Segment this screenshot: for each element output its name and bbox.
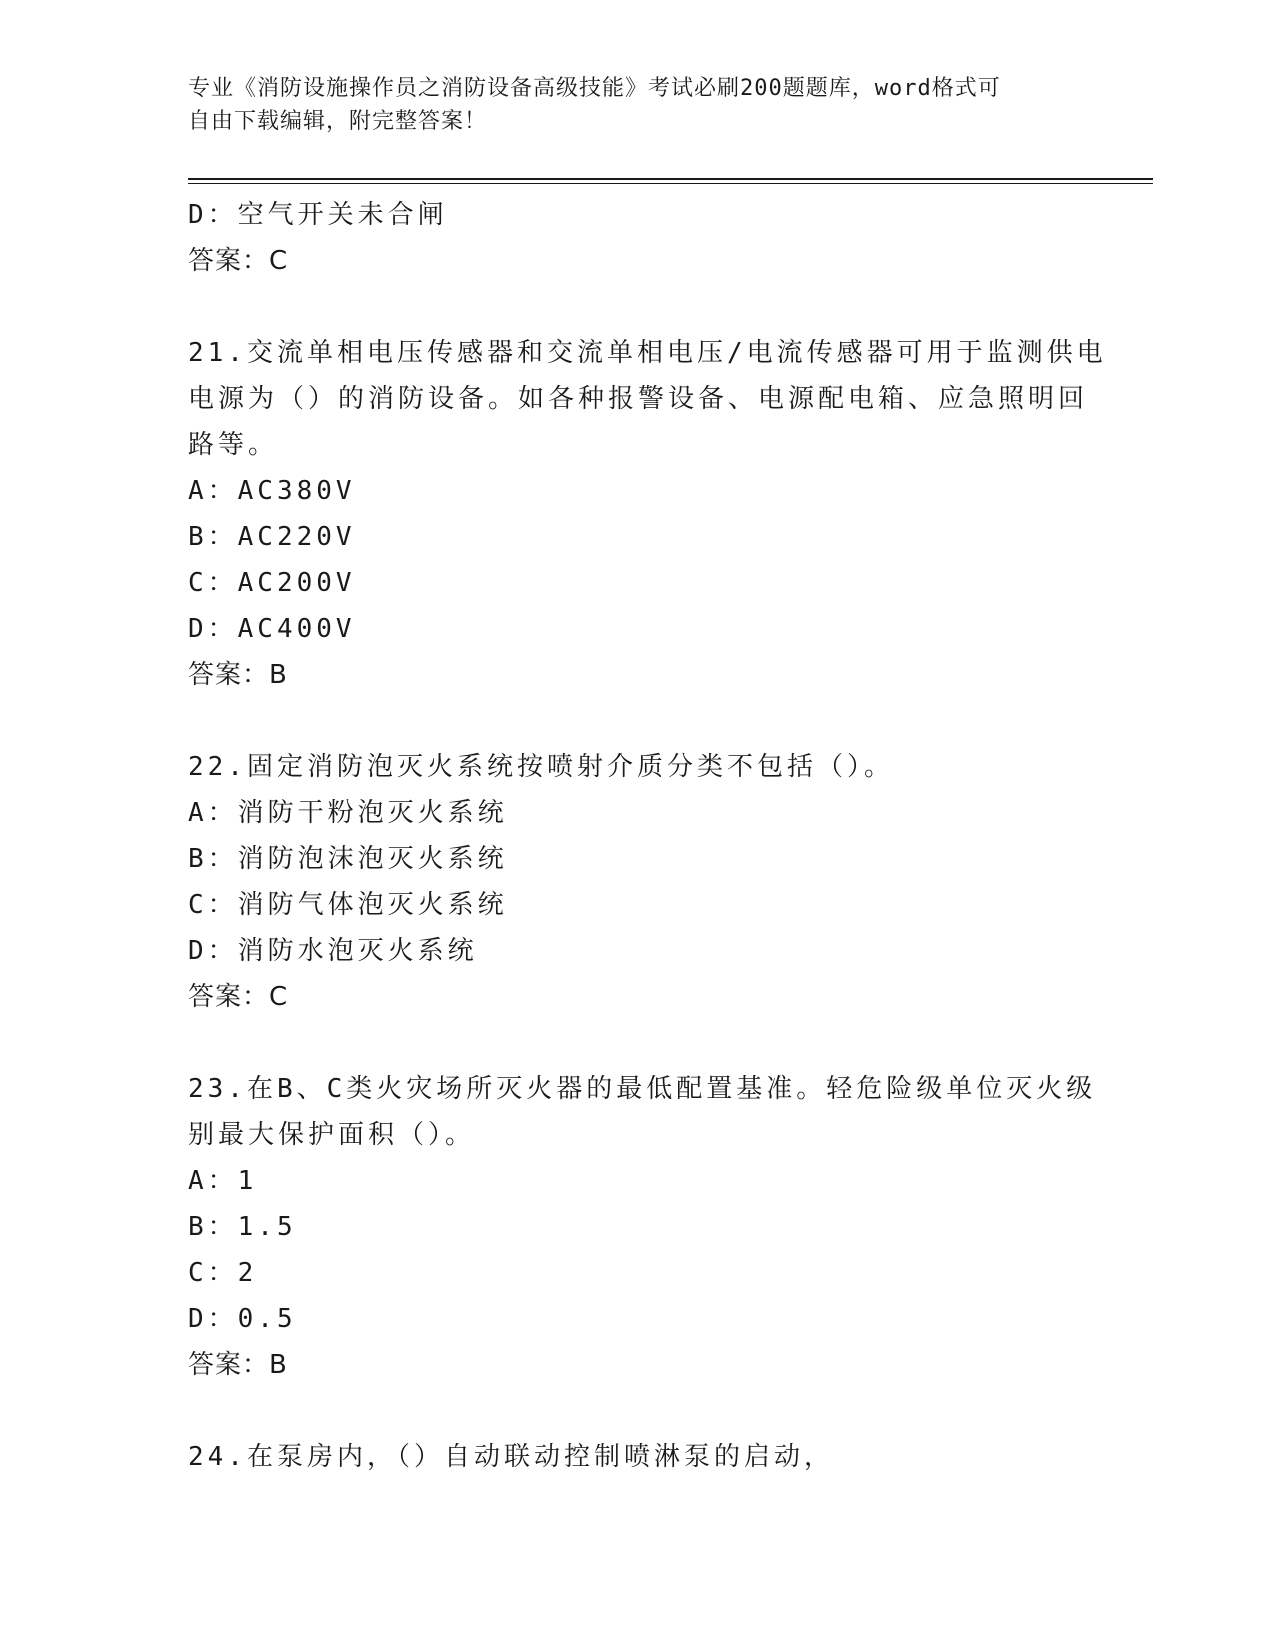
spacer bbox=[188, 1388, 1068, 1434]
prev-option-d: D：空气开关未合闸 bbox=[188, 200, 448, 230]
question-23 bbox=[188, 1066, 1097, 1388]
header-line-2: 自由下载编辑，附完整答案！ bbox=[188, 109, 488, 134]
option-d: D：消防水泡灭火系统 bbox=[188, 936, 478, 966]
option-b: B：AC220V bbox=[188, 522, 356, 552]
option-a: A：1 bbox=[188, 1166, 258, 1196]
question-22 bbox=[188, 744, 1068, 1020]
option-b: B：1.5 bbox=[188, 1212, 297, 1242]
answer: 答案：B bbox=[188, 660, 288, 690]
option-a: A：AC380V bbox=[188, 476, 356, 506]
question-stem-line: 22.固定消防泡灭火系统按喷射介质分类不包括（）。 bbox=[188, 752, 894, 782]
question-stem-line: 别最大保护面积（）。 bbox=[188, 1120, 476, 1150]
document-header bbox=[188, 72, 1068, 138]
spacer bbox=[188, 1020, 1068, 1066]
question-24 bbox=[188, 1434, 1068, 1480]
question-stem-line: 电源为（）的消防设备。如各种报警设备、电源配电箱、应急照明回 bbox=[188, 384, 1089, 414]
question-stem-line: 23.在B、C类火灾场所灭火器的最低配置基准。轻危险级单位灭火级 bbox=[188, 1074, 1097, 1104]
prev-answer: 答案：C bbox=[188, 246, 289, 276]
header-divider-thin bbox=[188, 183, 1153, 184]
option-c: C：AC200V bbox=[188, 568, 356, 598]
spacer bbox=[188, 698, 1068, 744]
question-stem-line: 路等。 bbox=[188, 430, 279, 460]
header-line-1: 专业《消防设施操作员之消防设备高级技能》考试必刷200题题库，word格式可 bbox=[188, 76, 1001, 101]
question-stem-line: 21.交流单相电压传感器和交流单相电压/电流传感器可用于监测供电 bbox=[188, 338, 1107, 368]
option-d: D：AC400V bbox=[188, 614, 356, 644]
option-c: C：2 bbox=[188, 1258, 258, 1288]
option-c: C：消防气体泡灭火系统 bbox=[188, 890, 508, 920]
question-stem-line: 24.在泵房内，（）自动联动控制喷淋泵的启动， bbox=[188, 1442, 834, 1472]
question-21 bbox=[188, 330, 1107, 698]
option-b: B：消防泡沫泡灭火系统 bbox=[188, 844, 508, 874]
header-divider-thick bbox=[188, 178, 1153, 180]
document-body bbox=[188, 192, 1107, 1480]
option-a: A：消防干粉泡灭火系统 bbox=[188, 798, 508, 828]
answer: 答案：C bbox=[188, 982, 289, 1012]
answer: 答案：B bbox=[188, 1350, 288, 1380]
option-d: D：0.5 bbox=[188, 1304, 297, 1334]
spacer bbox=[188, 284, 1068, 330]
